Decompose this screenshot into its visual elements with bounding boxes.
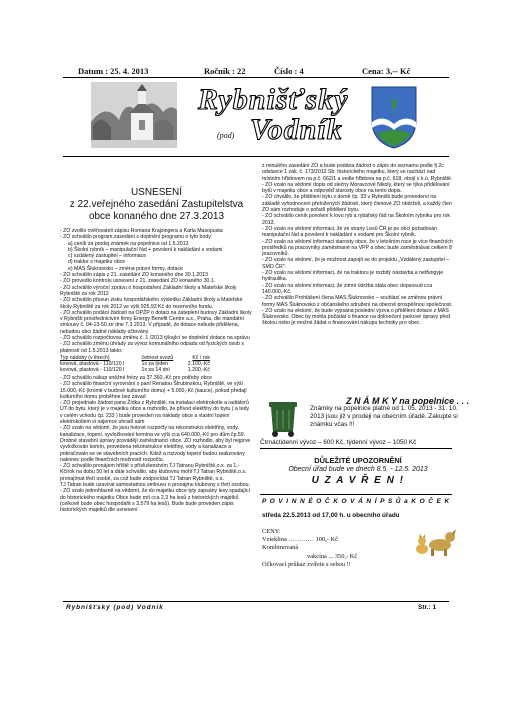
price-line: Očkovací průkaz zvířete s sebou !! [262,560,351,568]
page-number: Str.: 1 [418,604,437,611]
fee-table [60,355,210,373]
fee-header-cell: četnost svozů [141,354,174,361]
paragraph: - ZO vzalo na vědomí dopis od slečny Moravcové Nikoly, který se týká přidělování bytů v majetku obce a odpověď starosty obce na tento dopis. [262,181,450,195]
paragraph: - ZO projednalo žádost pana Žídka z Rybniště, na instalaci elektrokotle a radiátorů ÚT do bytu, který je v majetku obce a rozhodlo, že přívod elektřiny do bytu ( a tedy v celém vchodu čp. 233 ) bude proveden na náklady obce a vlastní topení elektrokotlem si nájemce uhradí sám [60,400,250,426]
price-line: vakcína ... 350,- Kč [307,552,358,560]
table-row [60,367,210,373]
fee-header-cell: Kč / rok [192,354,210,361]
list-item: d) traktor s majetku obce [68,259,126,266]
paragraph: - ZO vzalo na vědomí, že jsou hotové rozpočty na rekonstrukci elektřiny, vody, kanalizace, topení, vyvložkování komína ve výši cca 640.000,-Kč pro dům čp.59. Drobné stavební úpravy provádějí zaměstnanci obce. ZO rozhodlo, aby byl nejprve vyvložkován komín, provedena rekonstrukce elektřiny, vody a kanalizace a pokračovalo se ve stavebních pracích. Kdež a rozvody topení budou realizovány nakonec podle finančních možností rozpočtu. [60,425,251,463]
section-rule [260,494,452,495]
paragraph: - ZO schválilo nákup sněžné frézy za 37.360,-Kč pro potřeby obce [60,374,212,381]
stickers-title: Z N Á M K Y na popelnice . . . [346,396,470,406]
paragraph: - ZO vzalo na vědomí informaci, že na traktoru je rozbitý nástavba a netfungyje hydraulika. [262,270,444,283]
price-heading: CENY: [262,528,281,535]
fee-cell: 2.100,-Kč [187,360,210,367]
trash-bin-icon [265,398,301,438]
vaccination-date: středa 22.5.2013 od 17,00 h. u obecního úřadu [262,512,400,519]
paragraph: - ZO provedlo kontrolu usnesení z 21. zasedání ZO konaného 30.1. [60,278,216,285]
fee-cell: kovová, plastová - 110/120 l [60,360,125,367]
issue-date: Datum : 25. 4. 2013 [78,66,149,76]
masthead-title-line1: Rybnišťský [198,83,349,116]
list-item: c) vzdálený zastupitel – informace [68,253,147,260]
paragraph: - ZO schválilo podání žádosti na OPŽP o dotaci na zateplení budovy Základní školy v Rybništi prostřednictvím firmy Energy Benefit Centre a.s., Praha, dle mandátní smlouvy č. 04-13-50 ze dne 7.3.2013. V případě, že dotace nebude přidělena, nebudou obci žádné náklady účtovány. [60,309,252,335]
paragraph: - ZO schválilo výroční zprávu o hospodaření Základní školy a Mateřské školy Rybniště za rok 2012 [60,284,237,297]
resolution-heading: USNESENÍ [130,187,183,198]
paragraph: - ZO schválilo Prohlášení člena MAS Šluknovsko – souhlasí se změnou právní formy MAS Šluknovsko z občanského sdružení na obecně prospěšnou společnost. [262,295,453,308]
vaccination-heading: P O V I N N É O Č K O V Á N Í P S Ů a K O Č E K [262,498,451,505]
paragraph: z minulého zasedání ZO a bude podána žádost o zápis do seznamu podle § 2c odstavce 1 zák. č. 173/2012 Sb. historického majetku, který se nachází nad místním hřbitovem na p.č. 662/1 a vedle hřbitova na p.č. 618, obojí v k.ú. Rybniště. [262,163,453,182]
paragraph: - ZO schválilo ceník povolení k lovu ryb a rybářský řád na Školním rybníku pro rok 2013. [262,213,450,226]
price-line: Vzteklina ………… 100,- Kč [262,536,338,544]
price-line: Kombinovaná [262,544,299,552]
paragraph: - ZO vzalo na vědomí informaci starosty obce, že v letošním roce je více finančních prostředků na pracovníky zaměstnané na VPP a obec bude zaměstnávat celkem 8 pracovníků. [262,238,453,258]
paragraph: TJ Tatran bude uzavírat samostatnou smlouvu o pronájmu klubovny s třetí osobou. [60,481,250,488]
masthead-rule [63,156,449,157]
dog-and-cat-icon [414,525,456,557]
issue-year: Ročník : 22 [204,66,246,76]
paragraph: - ZO schválilo program zasedání s doplnění programu o tyto body: [60,234,213,241]
paragraph: - ZO vzalo na vědomí informaci, že ze strany Lesů ČR je po obci požadován manipulační řád a povolení k nakládání s vodami pro Školní rybník. [262,225,438,239]
paragraph: - ZO schválilo rozpočtovou změnu č. 1 /2013 týkající se doplnění dotace na správu [60,335,250,342]
resolution-subheading: z 22.veřejného zasedání Zastupitelstva obce konaného dne 27.3.2013 [69,199,244,222]
list-item: e) MAS Šluknovsko – změna právní formy, dotace [68,265,183,272]
fee-cell: 1x za 14 dní [141,366,170,373]
paragraph: - ZO zvolilo ověřovateli zápisu Romana Krajzingera a Karla Masopusta [60,228,223,234]
paragraph: - ZO vzalo jednohlasně na vědomí, že do majetku obce tyty zapsány lesy spadající do historického majetku Obce bude mít cca 2,3 ha lesů z historických majetků (celkově bude obec hospodařit s 3,579 ha lesů). Bude bude proveden zápis historických majetků dle usnesení [60,488,251,514]
paragraph: - ZO schválilo finanční vyrovnání s paní Renatou Štrubínskou, Rybniště, ve výši 15.000,-Kč (kromě v budově kulturního domu) + 5.000,-Kč (kauce), pokud předají kulturního domu proběhne bez závad [60,381,247,400]
village-crest-icon [369,84,419,150]
right-column [262,163,455,327]
closure-notice [262,456,454,487]
left-column [60,163,253,513]
section-rule [260,448,452,449]
stickers-prices: Čtrnáctidenní vývoz – 600 Kč, týdenní vývoz – 1050 Kč [260,439,417,446]
paragraph: - ZO vzalo na vědomí, že bude vypsána poslední výzva o přidělení dotace z MAS Šluknovsko. Obec by mohla požádat o finance na dokončení parkové úpravy před školou nebo je možné žádat o financování nákupu techniky pro obec. [262,307,451,327]
list-item: a) ceník za prodej známek na popelnice od 1.5.2013 [68,240,189,247]
footer-rule [63,601,449,602]
vaccination-prices [262,528,412,569]
paragraph: - ZO schválilo přesun zisku hospodářského výsledku Základní školy a Mateřské školy Rybniště za rok 2012 ve výši 925,93 Kč do rezervního fondu. [60,297,243,310]
issue-price: Cena: 3,-- Kč [362,66,411,76]
paragraph: - ZO schválilo zápis z 21. zasedání ZO konaného dne 30.1.2013 [60,272,208,279]
paragraph: - ZO vzalo na vědomí informaci, že zimní údržba stála obec dopsosud cca 140.000,-Kč. [262,282,433,295]
notice-closed: U Z A V Ř E N ! [311,475,405,486]
paragraph: - ZO chválilo, že přidělení bytu v domě čp. 33 v Rybništi bude provedeno na základě vyhodnocení přeložených žádostí, který členové ZO obdrželi, a každý člen ZO sám rozhoduje o pořadí přidělení bytu. [262,194,452,214]
paragraph: - ZO schválilo pronájem hřiště s příslušenstvím TJ Tatranu Rybniště,o.s. za 1,-Kč/rok na dobu 50 let a dále schválilo, aby klubovnu mohl TJ Tatran Rybniště,o.s. pronajímat třetí osobě, za což bude zodpovídat TJ Tatran Rybniště, o.s. [60,463,247,482]
notice-heading: DŮLEŽITÉ UPOZORNĚNÍ [314,456,402,465]
header-rule [63,77,449,78]
notice-body: Obecní úřad bude ve dnech 8.5. - 12.5. 2013 [288,466,428,473]
paragraph: - ZO vzalo na vědomí, že je možnost zapojit se do projektu „Vzdálený zastupitel – SMO ČR". [262,257,450,270]
masthead-pod: (pod) [217,131,235,140]
fee-cell: 1.200,-Kč [187,366,210,373]
footer-title: Rybnišťský (pod) Vodník [66,604,164,611]
fee-cell: 1x za týden [141,360,169,367]
issue-number: Číslo : 4 [274,66,304,76]
masthead-title-line2: Vodník [250,113,343,146]
list-item: b) Školní rybník – manipulační řád + povolení k nakládání s vodami [68,246,223,253]
fee-cell: kovová, plastová - 110/120 l [60,366,125,373]
paragraph: - ZO schválilo změnu úhrady za vývoz komunálního odpadu od fyzických osob s platností od 1.5.2013 takto: [60,341,244,354]
fee-header-cell: Typ nádoby (v litrech) [60,354,110,361]
stickers-body: Známky na popelnice platné od 1. 05. 2013 - 31. 10. 2013 jsou již v prodeji na obecním úřadě. Zakupte si známku včas !!! [310,405,458,428]
church-photo [91,82,177,148]
